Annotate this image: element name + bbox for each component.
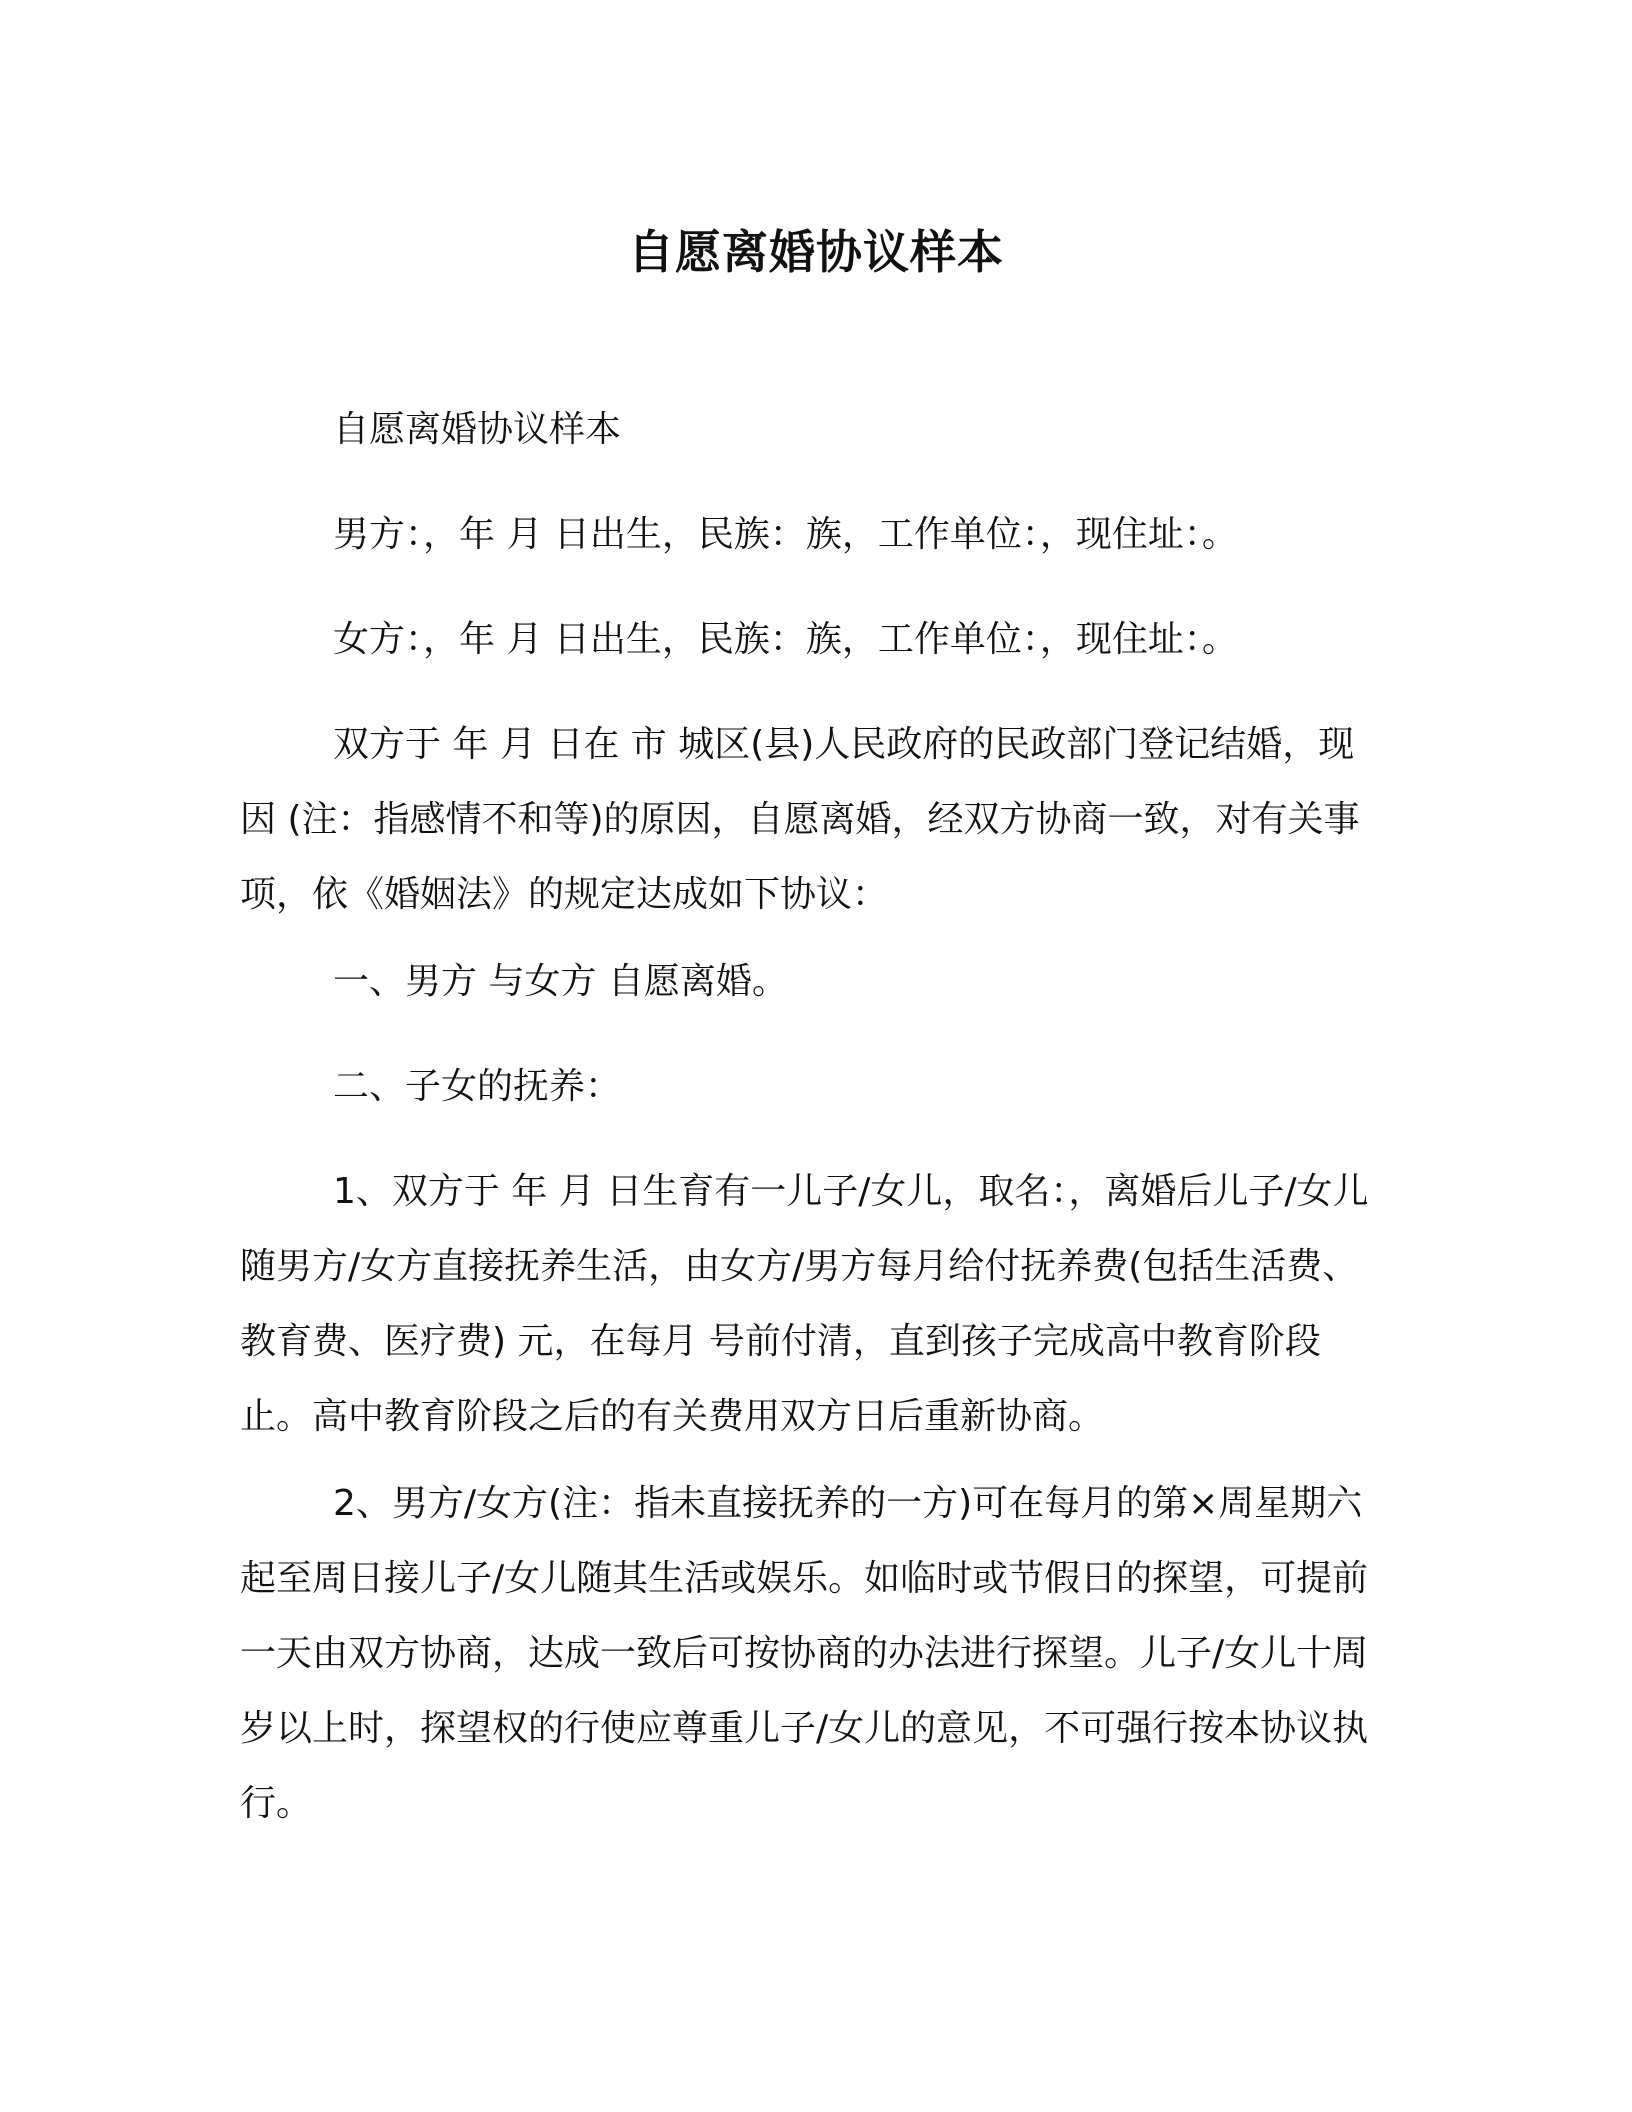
preamble-paragraph: 双方于 年 月 日在 市 城区(县)人民政府的民政部门登记结婚，现因 (注：指感情不和等)的原因，自愿离婚，经双方协商一致，对有关事项，依《婚姻法》的规定达成如下协议： [240, 724, 1360, 915]
subtitle-paragraph: 自愿离婚协议样本 [333, 409, 622, 450]
clause-2-item-2-paragraph: 2、男方/女方(注：指未直接抚养的一方)可在每月的第×周星期六起至周日接儿子/女儿随其生活或娱乐。如临时或节假日的探望，可提前一天由双方协商，达成一致后可按协商的办法进行探望。儿子/女儿十周岁以上时，探望权的行使应尊重儿子/女儿的意见，不可强行按本协议执行。 [240, 1483, 1369, 1824]
document-title: 自愿离婚协议样本 [628, 225, 1004, 279]
male-party-paragraph: 男方：，年 月 日出生，民族：族，工作单位：，现住址：。 [333, 514, 1238, 555]
female-party-paragraph: 女方：，年 月 日出生，民族：族，工作单位：，现住址：。 [333, 619, 1238, 660]
document-body [240, 392, 1380, 1841]
clause-2-heading: 二、子女的抚养： [333, 1066, 622, 1107]
clause-2-item-1-paragraph: 1、双方于 年 月 日生育有一儿子/女儿，取名：，离婚后儿子/女儿随男方/女方直接抚养生活，由女方/男方每月给付抚养费(包括生活费、教育费、医疗费) 元，在每月 号前付清，直到孩子完成高中教育阶段止。高中教育阶段之后的有关费用双方日后重新协商。 [240, 1171, 1369, 1437]
clause-1-paragraph: 一、男方 与女方 自愿离婚。 [333, 961, 788, 1002]
